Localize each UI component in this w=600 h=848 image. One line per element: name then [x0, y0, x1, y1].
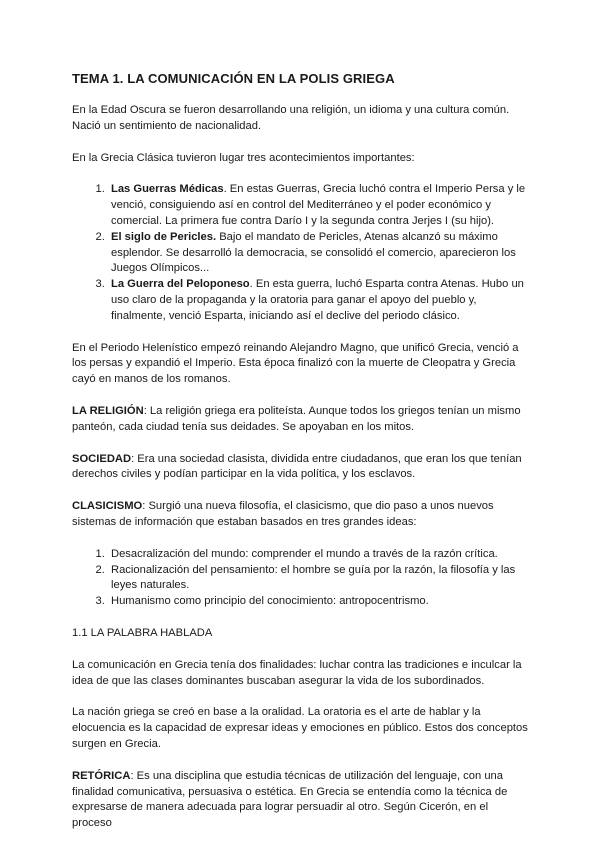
paragraph-hellenistic: En el Periodo Helenístico empezó reinando Alejandro Magno, que unificó Grecia, venció a los persas y expandió el Imperio. Esta época finalizó con la muerte de Cleopatra y Grecia cayó en manos de los romanos.	[72, 341, 519, 386]
paragraph-spoken-1: La comunicación en Grecia tenía dos finalidades: luchar contra las tradiciones e inculcar la idea de que las clases dominantes buscaban asegurar la vida de los subordinados.	[72, 658, 522, 687]
classicism-term: CLASICISMO	[72, 500, 143, 513]
event-term: La Guerra del Peloponeso	[111, 278, 250, 291]
rhetoric-term: RETÓRICA	[72, 769, 131, 782]
event-text: . En estas Guerras, Grecia luchó contra el Imperio Persa y le venció, consiguiendo así en control del Mediterráneo y el poder económico y comercial. La primera fue contra Darío I y la segunda contra Jerjes I (su hijo).	[111, 183, 526, 227]
list-item: 3. Humanismo como principio del conocimiento: antropocentrismo.	[108, 594, 528, 610]
paragraph-society	[72, 452, 528, 484]
events-list	[72, 182, 528, 324]
page-title: TEMA 1. LA COMUNICACIÓN EN LA POLIS GRIEGA	[72, 71, 395, 86]
paragraph-dark-age: En la Edad Oscura se fueron desarrollando una religión, un idioma y una cultura común. Nació un sentimiento de nacionalidad.	[72, 104, 510, 132]
list-item	[108, 230, 528, 277]
classicism-text: : Surgió una nueva filosofía, el clasicismo, que dio paso a unos nuevos sistemas de información que estaban basados en tres grandes ideas:	[72, 500, 494, 528]
society-text: : Era una sociedad clasista, dividida entre ciudadanos, que eran los que tenían derechos civiles y podían participar en la vida política, y los esclavos.	[72, 452, 522, 481]
paragraph-religion	[72, 404, 528, 436]
ideas-list	[72, 547, 528, 610]
religion-term: LA RELIGIÓN	[72, 404, 144, 417]
society-term: SOCIEDAD	[72, 452, 132, 465]
paragraph-classical: En la Grecia Clásica tuvieron lugar tres acontecimientos importantes:	[72, 151, 415, 164]
list-item	[108, 182, 528, 229]
list-item: 2. Racionalización del pensamiento: el hombre se guía por la razón, la filosofía y las leyes naturales.	[108, 563, 528, 595]
section-heading: 1.1 LA PALABRA HABLADA	[72, 626, 213, 639]
paragraph-classicism	[72, 499, 528, 531]
list-item: 1. Desacralización del mundo: comprender el mundo a través de la razón crítica.	[108, 547, 528, 563]
list-item	[108, 277, 528, 324]
religion-text: : La religión griega era politeísta. Aunque todos los griegos tenían un mismo panteón, cada ciudad tenía sus deidades. Se apoyaban en los mitos.	[72, 404, 521, 433]
event-text: Bajo el mandato de Pericles, Atenas alcanzó su máximo esplendor. Se desarrolló la democracia, se consolidó el comercio, aparecieron los Juegos Olímpicos...	[111, 230, 516, 275]
paragraph-spoken-2: La nación griega se creó en base a la oralidad. La oratoria es el arte de hablar y la elocuencia es la capacidad de expresar ideas y emociones en público. Estos dos conceptos surgen en Grecia.	[72, 706, 528, 750]
event-term: El siglo de Pericles.	[111, 230, 217, 243]
rhetoric-text: : Es una disciplina que estudia técnicas de utilización del lenguaje, con una finalidad comunicativa, persuasiva o estética. En Grecia se entendía como la técnica de expresarse de manera adecuada para lograr persuadir al otro. Según Cicerón, en el proceso	[72, 769, 508, 830]
paragraph-rhetoric	[72, 769, 528, 832]
event-text: . En esta guerra, luchó Esparta contra Atenas. Hubo un uso claro de la propaganda y la oratoria para ganar el apoyo del pueblo y, finalmente, venció Esparta, iniciando así el declive del periodo clásico.	[111, 278, 524, 322]
event-term: Las Guerras Médicas	[111, 183, 224, 196]
